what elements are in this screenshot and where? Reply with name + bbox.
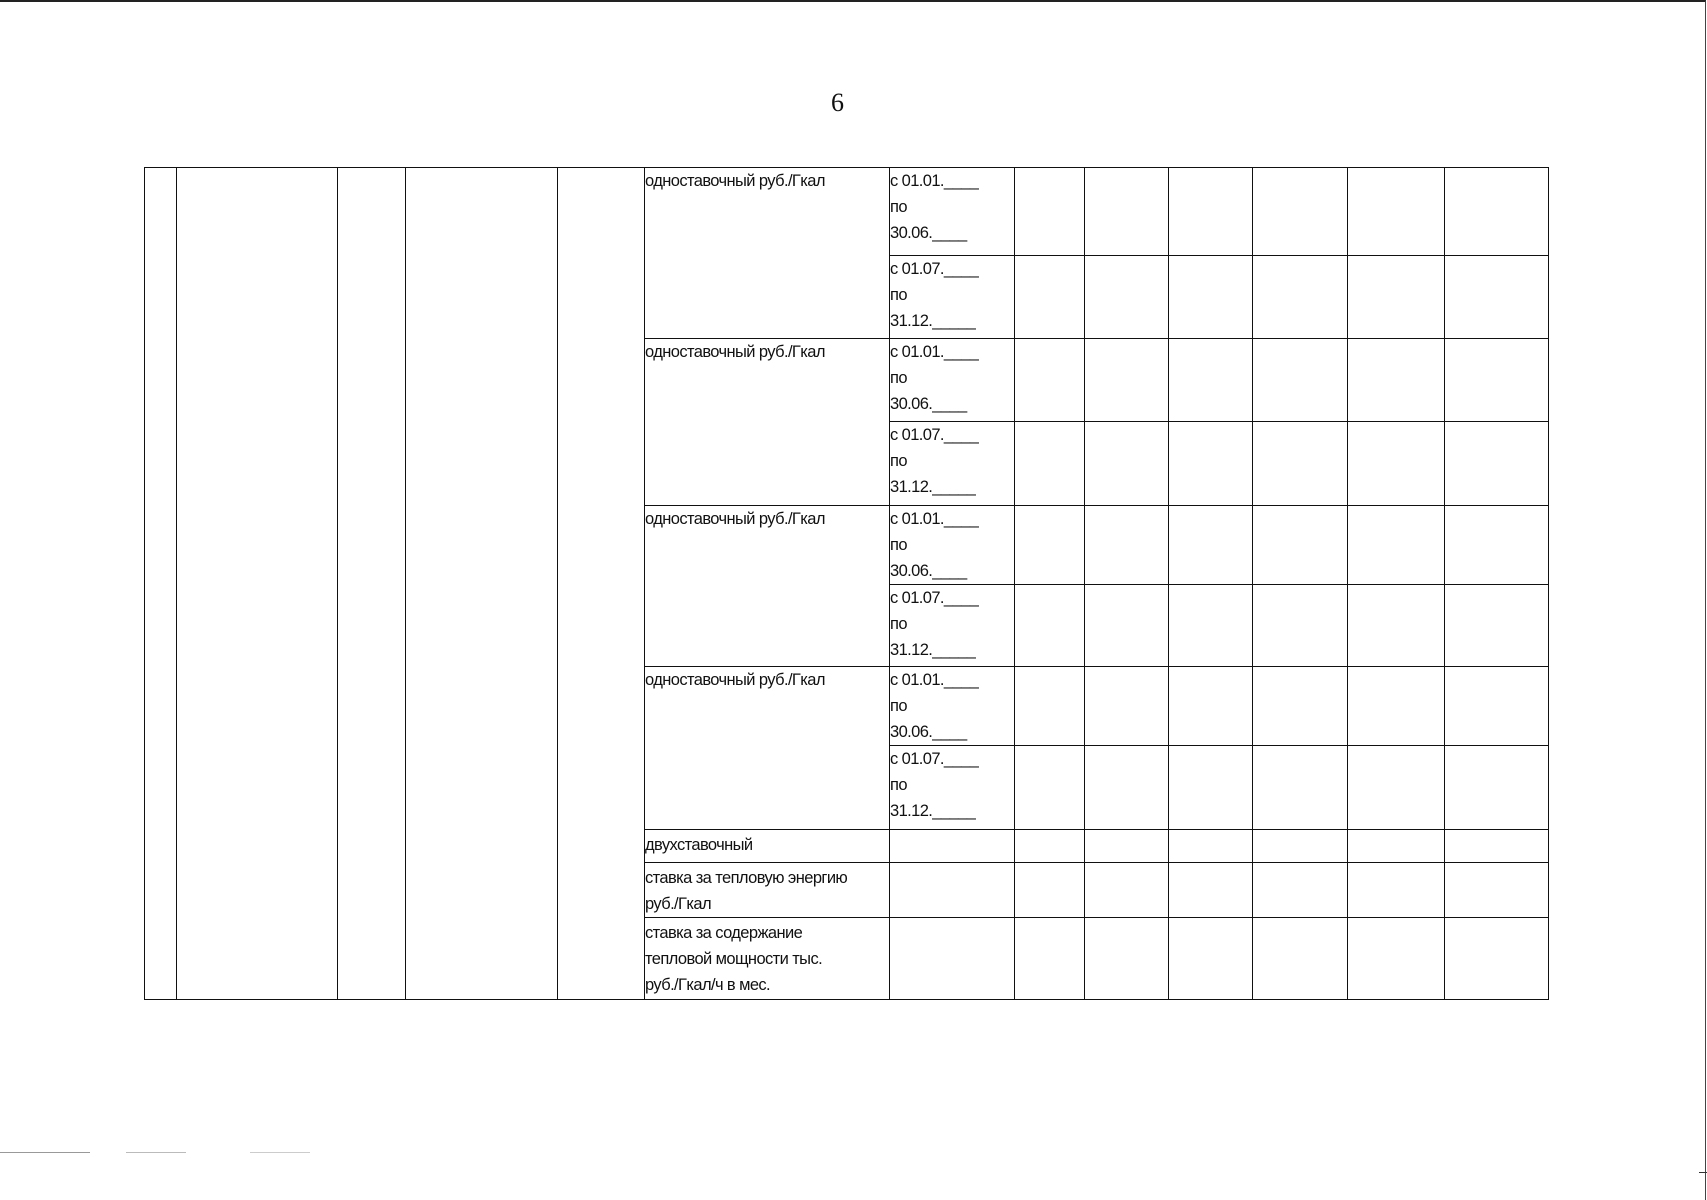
period-from: с 01.01.____ — [890, 172, 979, 190]
value-cell — [1085, 506, 1169, 585]
value-cell — [1348, 339, 1445, 422]
period-mid: по — [890, 286, 907, 304]
period-to: 30.06.____ — [890, 562, 967, 580]
value-cell — [1445, 863, 1549, 918]
period-cell — [890, 422, 1015, 506]
value-cell — [1445, 830, 1549, 863]
value-cell — [1169, 667, 1253, 746]
value-cell — [1348, 830, 1445, 863]
value-cell — [1015, 746, 1085, 830]
value-cell — [1015, 506, 1085, 585]
merged-cell-col2 — [177, 168, 338, 1000]
value-cell — [1348, 506, 1445, 585]
value-cell — [1015, 667, 1085, 746]
period-cell — [890, 168, 1015, 256]
value-cell — [1445, 422, 1549, 506]
value-cell — [1085, 422, 1169, 506]
value-cell — [1445, 585, 1549, 667]
value-cell — [1169, 168, 1253, 256]
period-from: с 01.01.____ — [890, 510, 979, 528]
value-cell — [1169, 585, 1253, 667]
value-cell — [1085, 585, 1169, 667]
page-number: 6 — [831, 88, 844, 117]
value-cell — [1445, 339, 1549, 422]
value-cell — [1445, 256, 1549, 339]
period-from: с 01.07.____ — [890, 426, 979, 444]
period-to: 31.12._____ — [890, 802, 976, 820]
value-cell — [1253, 667, 1348, 746]
value-cell — [1085, 256, 1169, 339]
period-mid: по — [890, 198, 907, 216]
value-cell — [1169, 256, 1253, 339]
tariff-type-label: одноставочный руб./Гкал — [645, 168, 890, 339]
value-cell — [1348, 667, 1445, 746]
energy-rate-unit: руб./Гкал — [645, 895, 711, 913]
period-from: с 01.07.____ — [890, 589, 979, 607]
value-cell — [1348, 863, 1445, 918]
value-cell — [1348, 918, 1445, 1000]
period-to: 31.12._____ — [890, 641, 976, 659]
edge-mark — [1699, 1172, 1707, 1173]
period-cell — [890, 339, 1015, 422]
period-cell — [890, 746, 1015, 830]
period-mid: по — [890, 452, 907, 470]
energy-rate-line: ставка за тепловую энергию — [645, 869, 848, 887]
period-cell — [890, 256, 1015, 339]
value-cell — [1445, 506, 1549, 585]
period-mid: по — [890, 776, 907, 794]
period-to: 31.12._____ — [890, 478, 976, 496]
value-cell — [1015, 863, 1085, 918]
scan-artifact — [126, 1152, 186, 1153]
value-cell — [1445, 168, 1549, 256]
value-cell — [1169, 746, 1253, 830]
capacity-rate-label — [645, 918, 890, 1000]
period-mid: по — [890, 536, 907, 554]
two-part-label: двухставочный — [645, 830, 890, 863]
value-cell — [1085, 830, 1169, 863]
value-cell — [1445, 746, 1549, 830]
value-cell — [1348, 585, 1445, 667]
capacity-rate-unit: руб./Гкал/ч в мес. — [645, 976, 771, 994]
value-cell — [1445, 918, 1549, 1000]
value-cell — [1015, 830, 1085, 863]
scan-artifact — [0, 1152, 90, 1153]
period-cell — [890, 863, 1015, 918]
value-cell — [1015, 422, 1085, 506]
period-cell — [890, 667, 1015, 746]
value-cell — [1348, 746, 1445, 830]
value-cell — [1015, 585, 1085, 667]
period-from: с 01.07.____ — [890, 260, 979, 278]
value-cell — [1015, 339, 1085, 422]
value-cell — [1169, 830, 1253, 863]
value-cell — [1253, 506, 1348, 585]
value-cell — [1169, 863, 1253, 918]
value-cell — [1253, 918, 1348, 1000]
merged-cell-col5 — [558, 168, 645, 1000]
value-cell — [1348, 422, 1445, 506]
period-cell — [890, 918, 1015, 1000]
value-cell — [1169, 339, 1253, 422]
value-cell — [1253, 746, 1348, 830]
value-cell — [1085, 918, 1169, 1000]
value-cell — [1253, 830, 1348, 863]
energy-rate-label — [645, 863, 890, 918]
value-cell — [1253, 863, 1348, 918]
value-cell — [1169, 918, 1253, 1000]
period-cell — [890, 585, 1015, 667]
period-to: 30.06.____ — [890, 224, 967, 242]
capacity-rate-line: тепловой мощности тыс. — [645, 950, 823, 968]
merged-cell-col4 — [406, 168, 558, 1000]
capacity-rate-line: ставка за содержание — [645, 924, 803, 942]
period-from: с 01.07.____ — [890, 750, 979, 768]
value-cell — [1015, 918, 1085, 1000]
value-cell — [1253, 585, 1348, 667]
period-from: с 01.01.____ — [890, 671, 979, 689]
tariff-type-label: одноставочный руб./Гкал — [645, 506, 890, 667]
value-cell — [1015, 256, 1085, 339]
value-cell — [1085, 168, 1169, 256]
tariff-table — [144, 167, 1549, 1000]
value-cell — [1253, 339, 1348, 422]
table-row — [145, 168, 1549, 256]
merged-cell-col3 — [338, 168, 406, 1000]
tariff-type-label: одноставочный руб./Гкал — [645, 339, 890, 506]
merged-cell-col1 — [145, 168, 177, 1000]
value-cell — [1015, 168, 1085, 256]
value-cell — [1253, 422, 1348, 506]
period-mid: по — [890, 369, 907, 387]
value-cell — [1085, 667, 1169, 746]
value-cell — [1169, 422, 1253, 506]
value-cell — [1253, 256, 1348, 339]
period-to: 30.06.____ — [890, 723, 967, 741]
scan-artifact — [250, 1152, 310, 1153]
value-cell — [1085, 863, 1169, 918]
value-cell — [1085, 746, 1169, 830]
period-cell — [890, 830, 1015, 863]
period-to: 31.12._____ — [890, 312, 976, 330]
value-cell — [1169, 506, 1253, 585]
value-cell — [1085, 339, 1169, 422]
value-cell — [1253, 168, 1348, 256]
period-mid: по — [890, 615, 907, 633]
period-from: с 01.01.____ — [890, 343, 979, 361]
period-to: 30.06.____ — [890, 395, 967, 413]
tariff-type-label: одноставочный руб./Гкал — [645, 667, 890, 830]
period-mid: по — [890, 697, 907, 715]
value-cell — [1348, 168, 1445, 256]
period-cell — [890, 506, 1015, 585]
value-cell — [1348, 256, 1445, 339]
value-cell — [1445, 667, 1549, 746]
